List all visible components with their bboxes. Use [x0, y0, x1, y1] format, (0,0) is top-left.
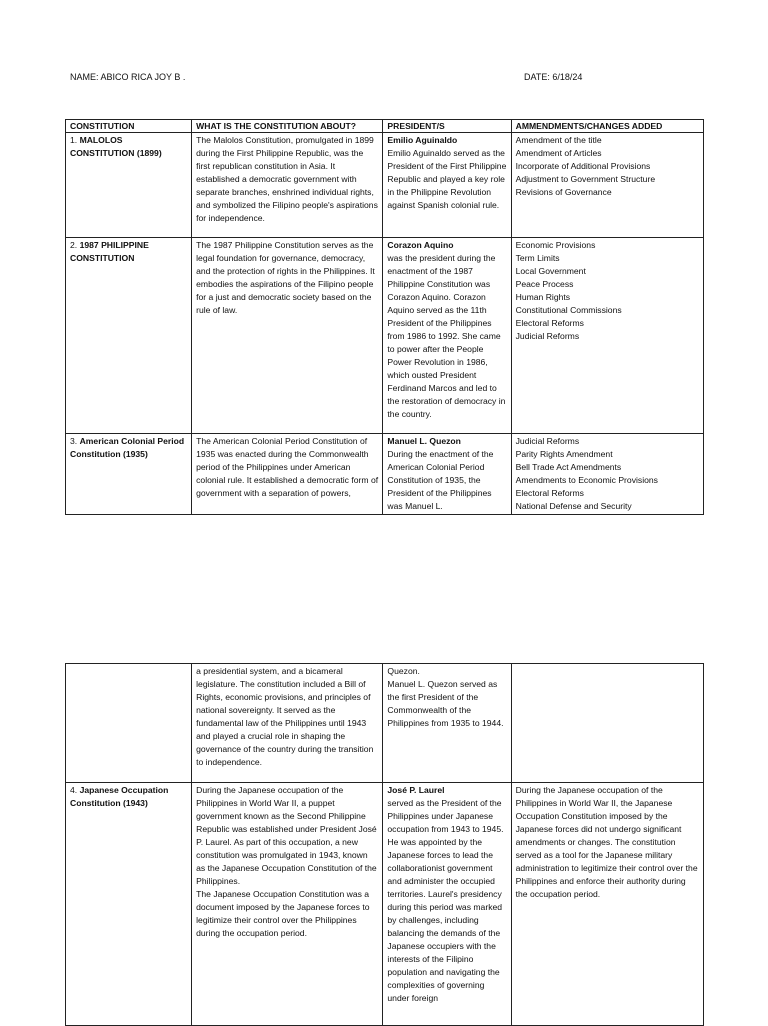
amendment-item: Electoral Reforms	[515, 318, 584, 328]
header-constitution: CONSTITUTION	[66, 120, 192, 133]
about-cell	[192, 783, 383, 1026]
about-cell: The Malolos Constitution, promulgated in 1899 during the First Philippine Republic, was the first republican constitution in Asia. It established a democratic government with separate branches, enshrined individual rights, and symbolized the Filipino people's aspirations for independence.	[192, 133, 383, 238]
president-description: During the enactment of the American Colonial Period Constitution of 1935, the President of the Philippines was Manuel L.	[387, 449, 494, 511]
amendment-item: Parity Rights Amendment	[515, 449, 613, 459]
amendment-item: National Defense and Security	[515, 501, 632, 511]
table-row	[66, 783, 704, 1026]
amendments-cell: During the Japanese occupation of the Philippines in World War II, the Japanese Occupation Constitution imposed by the Japanese forces did not undergo significant amendments or changes. The constitution served as a tool for the Japanese military administration to legitimize their control over the Philippines and enforce their authority during the occupation period.	[511, 783, 703, 1026]
constitution-name: Japanese Occupation Constitution (1943)	[70, 785, 169, 808]
constitution-cell	[66, 133, 192, 238]
row-number: 2.	[70, 240, 78, 250]
student-name: NAME: ABICO RICA JOY B .	[70, 72, 186, 82]
amendment-item: Constitutional Commissions	[515, 305, 622, 315]
constitution-table	[65, 119, 704, 515]
amendment-item: Electoral Reforms	[515, 488, 584, 498]
about-paragraph: The Japanese Occupation Constitution was a document imposed by the Japanese forces to legitimize their control over the Philippines during the occupation period.	[196, 889, 370, 938]
president-name: Emilio Aguinaldo	[387, 135, 458, 145]
row-number: 4.	[70, 785, 78, 795]
amendments-cell	[511, 434, 703, 515]
constitution-cell	[66, 238, 192, 434]
constitution-name: MALOLOS CONSTITUTION (1899)	[70, 135, 162, 158]
row-number: 1.	[70, 135, 78, 145]
president-description: served as the President of the Philippines under Japanese occupation from 1943 to 1945. He was appointed by the Japanese forces to lead the collaborationist government and administer the occupied territories. Laurel's presidency during this period was marked by challenges, including balancing the demands of the Japanese occupiers with the interests of the Filipino population and navigating the complexities of governing under foreign	[387, 798, 504, 1003]
table-header-row	[66, 120, 704, 133]
amendment-item: Amendment of Articles	[515, 148, 602, 158]
president-cell	[383, 238, 511, 434]
table-row	[66, 434, 704, 515]
president-name: Manuel L. Quezon	[387, 436, 461, 446]
about-cell: The American Colonial Period Constitution of 1935 was enacted during the Commonwealth period of the Philippines under American colonial rule. It established a democratic form of government with a separation of powers,	[192, 434, 383, 515]
constitution-cell	[66, 664, 192, 783]
constitution-cell	[66, 783, 192, 1026]
header-about: WHAT IS THE CONSTITUTION ABOUT?	[192, 120, 383, 133]
amendment-item: Judicial Reforms	[515, 331, 580, 341]
president-description: was the president during the enactment of the 1987 Philippine Constitution was Corazon Aquino. Corazon Aquino served as the 11th President of the Philippines from 1986 to 1992. She came to power after the People Power Revolution in 1986, which ousted President Ferdinand Marcos and led to the restoration of democracy in the country.	[387, 253, 506, 419]
amendment-item: Peace Process	[515, 279, 574, 289]
amendment-item: Incorporate of Additional Provisions	[515, 161, 651, 171]
about-paragraph: During the Japanese occupation of the Philippines in World War II, a puppet government known as the Second Philippine Republic was established under President José P. Laurel. As part of this occupation, a new constitution was promulgated in 1943, known as the Japanese Occupation Constitution of the Philippines.	[196, 785, 377, 886]
president-name: José P. Laurel	[387, 785, 445, 795]
president-cell	[383, 434, 511, 515]
about-cell: a presidential system, and a bicameral legislature. The constitution included a Bill of Rights, economic provisions, and principles of national sovereignty. It served as the fundamental law of the Philippines until 1943 and played a crucial role in shaping the governance of the country during the transition to independence.	[192, 664, 383, 783]
amendment-item: Local Government	[515, 266, 586, 276]
constitution-name: American Colonial Period Constitution (1935)	[70, 436, 185, 459]
amendment-item: Adjustment to Government Structure	[515, 174, 656, 184]
constitution-table-continued	[65, 663, 704, 1026]
document-date: DATE: 6/18/24	[524, 72, 583, 82]
table-row	[66, 664, 704, 783]
header-amendments: AMMENDMENTS/CHANGES ADDED	[511, 120, 703, 133]
amendment-item: Human Rights	[515, 292, 571, 302]
about-cell: The 1987 Philippine Constitution serves as the legal foundation for governance, democracy, and the protection of rights in the Philippines. It embodies the aspirations of the Filipino people for a just and democratic society based on the rule of law.	[192, 238, 383, 434]
table-row	[66, 133, 704, 238]
president-cell: Quezon. Manuel L. Quezon served as the first President of the Commonwealth of the Philippines from 1935 to 1944.	[383, 664, 511, 783]
amendment-item: Bell Trade Act Amendments	[515, 462, 622, 472]
amendments-cell	[511, 238, 703, 434]
amendment-item: Judicial Reforms	[515, 436, 580, 446]
constitution-name: 1987 PHILIPPINE CONSTITUTION	[70, 240, 149, 263]
amendment-item: Amendments to Economic Provisions	[515, 475, 658, 485]
row-number: 3.	[70, 436, 78, 446]
amendment-item: Term Limits	[515, 253, 560, 263]
amendments-cell	[511, 133, 703, 238]
constitution-cell	[66, 434, 192, 515]
amendments-cell	[511, 664, 703, 783]
amendment-item: Amendment of the title	[515, 135, 602, 145]
table-row	[66, 238, 704, 434]
header-presidents: PRESIDENT/S	[383, 120, 511, 133]
president-description: Emilio Aguinaldo served as the President of the First Philippine Republic and played a key role in the Philippine Revolution against Spanish colonial rule.	[387, 148, 507, 210]
amendment-item: Economic Provisions	[515, 240, 596, 250]
president-name: Corazon Aquino	[387, 240, 454, 250]
president-cell	[383, 133, 511, 238]
amendment-item: Revisions of Governance	[515, 187, 612, 197]
president-cell	[383, 783, 511, 1026]
